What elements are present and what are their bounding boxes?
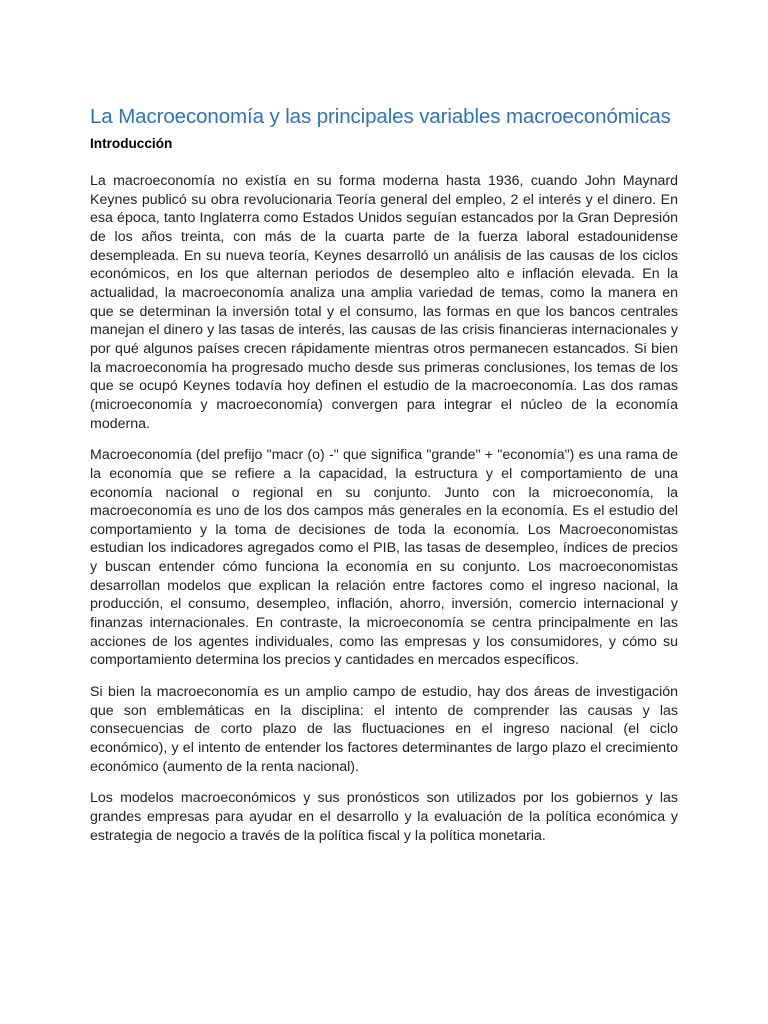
document-title: La Macroeconomía y las principales variables macroeconómicas [90,105,671,128]
document-page [90,104,678,845]
paragraph-3: Si bien la macroeconomía es un amplio campo de estudio, hay dos áreas de investigación que son emblemáticas en la disciplina: el intento de comprender las causas y las consecuencias de corto plazo de las fluctuaciones en el ingreso nacional (el ciclo económico), y el intento de entender los factores determinantes de largo plazo el crecimiento económico (aumento de la renta nacional). [90,684,678,775]
paragraph-4: Los modelos macroeconómicos y sus pronósticos son utilizados por los gobiernos y las grandes empresas para ayudar en el desarrollo y la evaluación de la política económica y estrategia de negocio a través de la política fiscal y la política monetaria. [90,790,678,844]
paragraph-1: La macroeconomía no existía en su forma moderna hasta 1936, cuando John Maynard Keynes publicó su obra revolucionaria Teoría general del empleo, 2 el interés y el dinero. En esa época, tanto Inglaterra como Estados Unidos seguían estancados por la Gran Depresión de los años treinta, con más de la cuarta parte de la fuerza laboral estadounidense desempleada. En su nueva teoría, Keynes desarrolló un análisis de las causas de los ciclos económicos, en los que alternan periodos de desempleo alto e inflación elevada. En la actualidad, la macroeconomía analiza una amplia variedad de temas, como la manera en que se determinan la inversión total y el consumo, las formas en que los bancos centrales manejan el dinero y las tasas de interés, las causas de las crisis financieras internacionales y por qué algunos países crecen rápidamente mientras otros permanecen estancados. Si bien la macroeconomía ha progresado mucho desde sus primeras conclusiones, los temas de los que se ocupó Keynes todavía hoy definen el estudio de la macroeconomía. Las dos ramas (microeconomía y macroeconomía) convergen para integrar el núcleo de la economía moderna. [90,173,678,432]
paragraph-2: Macroeconomía (del prefijo "macr (o) -" que significa "grande" + "economía") es una rama de la economía que se refiere a la capacidad, la estructura y el comportamiento de una economía nacional o regional en su conjunto. Junto con la microeconomía, la macroeconomía es uno de los dos campos más generales en la economía. Es el estudio del comportamiento y la toma de decisiones de toda la economía. Los Macroeconomistas estudian los indicadores agregados como el PIB, las tasas de desempleo, índices de precios y buscan entender cómo funciona la economía en su conjunto. Los macroeconomistas desarrollan modelos que explican la relación entre factores como el ingreso nacional, la producción, el consumo, desempleo, inflación, ahorro, inversión, comercio internacional y finanzas internacionales. En contraste, la microeconomía se centra principalmente en las acciones de los agentes individuales, como las empresas y los consumidores, y cómo su comportamiento determina los precios y cantidades en mercados específicos. [90,447,678,669]
section-heading: Introducción [90,136,173,151]
